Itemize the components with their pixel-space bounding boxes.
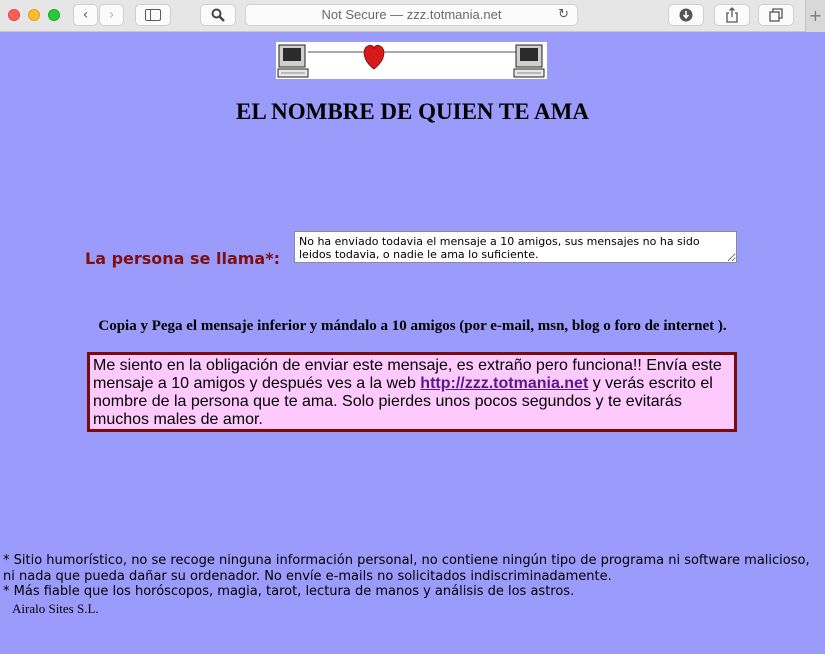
chain-message-box — [87, 352, 737, 432]
share-button[interactable] — [714, 4, 750, 26]
close-window-button[interactable] — [8, 9, 20, 21]
download-icon — [679, 8, 693, 22]
sidebar-icon — [145, 9, 161, 21]
chevron-left-icon: ‹ — [82, 7, 89, 23]
address-text: Not Secure — zzz.totmania.net — [321, 7, 502, 22]
sidebar-button[interactable] — [135, 4, 171, 26]
message-text-after: y verás escrito el nombre de la persona que te ama. Solo pierdes unos pocos segundos y te evitarás muchos males de amor. — [93, 375, 713, 428]
site-link[interactable]: http://zzz.totmania.net — [420, 375, 589, 392]
disclaimer-line-2: * Más fiable que los horóscopos, magia, tarot, lectura de manos y análisis de los astros. — [3, 584, 575, 599]
heart-icon — [364, 45, 384, 69]
disclaimer-line-1: * Sitio humorístico, no se recoge ninguna información personal, no contiene ningún tipo de programa ni software malicioso, ni nada que pueda dañar su ordenador. No envíe e-mails no solicitados indiscriminadamente. — [3, 553, 810, 584]
search-icon — [211, 8, 225, 22]
zoom-window-button[interactable] — [48, 9, 60, 21]
message-text-before: Me siento en la obligación de enviar este mensaje, es extraño pero funciona!! Envía este mensaje a 10 amigos y después ves a la web — [93, 357, 722, 392]
computer-left-icon — [278, 45, 308, 77]
company-name: Airalo Sites S.L. — [12, 601, 99, 616]
tabs-overview-button[interactable] — [758, 4, 794, 26]
browser-toolbar — [0, 0, 825, 32]
address-bar[interactable] — [245, 4, 578, 26]
computer-right-icon — [514, 45, 544, 77]
forward-button[interactable] — [99, 4, 124, 26]
disclaimer — [3, 553, 823, 600]
minimize-window-button[interactable] — [28, 9, 40, 21]
reload-icon[interactable]: ↻ — [558, 7, 569, 22]
banner-image — [276, 42, 547, 79]
chevron-right-icon: › — [108, 7, 115, 23]
downloads-button[interactable] — [668, 4, 704, 26]
copy-instruction: Copia y Pega el mensaje inferior y mándalo a 10 amigos (por e-mail, msn, blog o foro de internet ). — [98, 318, 727, 334]
page-title: EL NOMBRE DE QUIEN TE AMA — [236, 99, 589, 124]
back-button[interactable] — [73, 4, 98, 26]
name-result-textarea[interactable] — [294, 231, 737, 263]
search-button[interactable] — [200, 4, 236, 26]
share-icon — [725, 7, 739, 23]
new-tab-button[interactable] — [805, 0, 825, 32]
plus-icon: + — [808, 6, 823, 25]
name-label: La persona se llama*: — [85, 249, 280, 268]
tabs-icon — [769, 8, 783, 22]
